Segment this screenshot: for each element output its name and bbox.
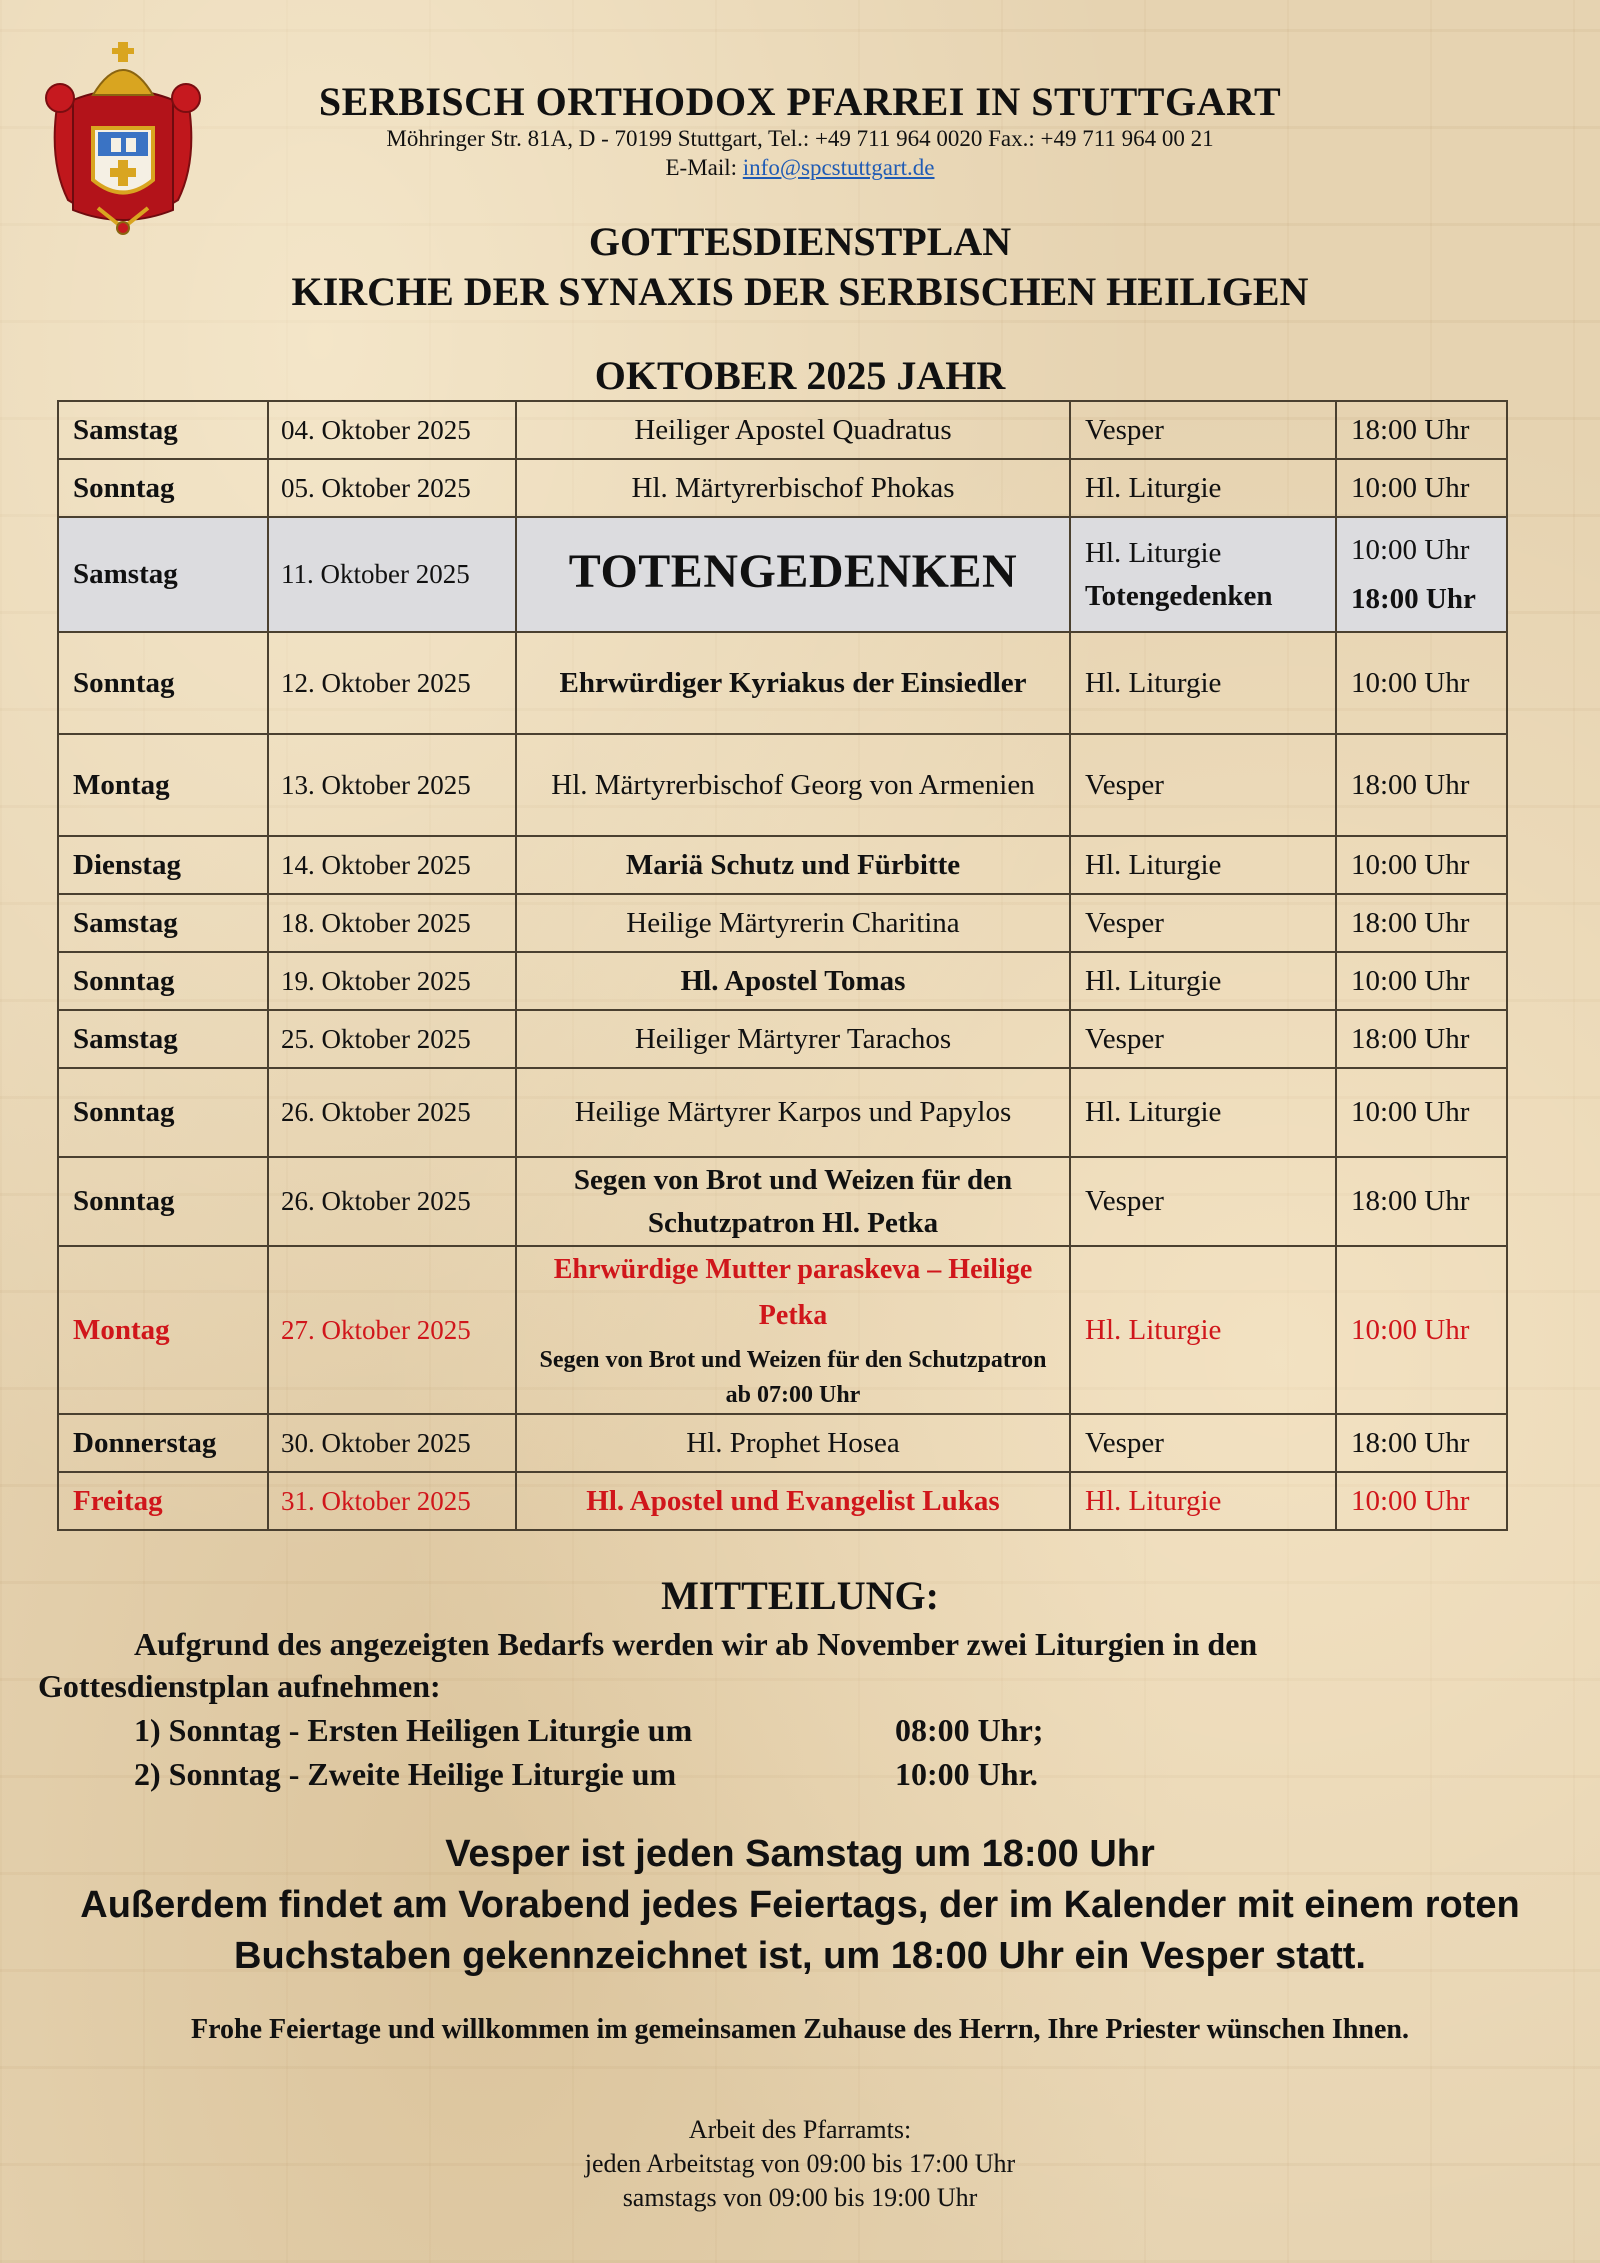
event-cell: Mariä Schutz und Fürbitte xyxy=(516,836,1070,894)
table-row-feast xyxy=(58,1246,1507,1414)
table-row xyxy=(58,632,1507,734)
time-cell: 10:00 Uhr xyxy=(1336,1472,1507,1530)
event-cell: Ehrwürdiger Kyriakus der Einsiedler xyxy=(516,632,1070,734)
day-cell: Samstag xyxy=(58,894,268,952)
time-cell: 10:00 Uhr xyxy=(1336,1068,1507,1157)
time-cell: 18:00 Uhr xyxy=(1336,1157,1507,1246)
time-cell: 10:00 Uhr xyxy=(1336,632,1507,734)
office-hours-title: Arbeit des Pfarramts: xyxy=(688,2115,912,2144)
event-title: Ehrwürdige Mutter paraskeva – Heilige Petka xyxy=(553,1254,1033,1331)
event-title-large: TOTENGEDENKEN xyxy=(568,544,1018,598)
service-cell: Vesper xyxy=(1070,401,1336,459)
date-cell: 27. Oktober 2025 xyxy=(268,1246,516,1414)
day-cell: Sonntag xyxy=(58,632,268,734)
table-row xyxy=(58,1157,1507,1246)
date-cell: 11. Oktober 2025 xyxy=(268,517,516,632)
date-cell: 26. Oktober 2025 xyxy=(268,1157,516,1246)
table-row xyxy=(58,1068,1507,1157)
time-cell: 10:00 Uhr xyxy=(1336,836,1507,894)
time-cell: 18:00 Uhr xyxy=(1336,401,1507,459)
vesper-info: Vesper ist jeden Samstag um 18:00 Uhr xyxy=(445,1833,1155,1875)
time-cell: 10:00 Uhr xyxy=(1336,952,1507,1010)
church-name: KIRCHE DER SYNAXIS DER SERBISCHEN HEILIGEN xyxy=(291,269,1309,314)
event-cell: Segen von Brot und Weizen für den Schutzpatron Hl. Petka xyxy=(516,1157,1070,1246)
table-row-feast xyxy=(58,1472,1507,1530)
service-cell xyxy=(1070,517,1336,632)
notice-item: 1) Sonntag - Ersten Heiligen Liturgie um xyxy=(134,1712,693,1748)
table-row-highlighted xyxy=(58,517,1507,632)
table-row xyxy=(58,734,1507,836)
service-cell: Hl. Liturgie xyxy=(1070,1068,1336,1157)
day-cell: Sonntag xyxy=(58,952,268,1010)
table-row xyxy=(58,836,1507,894)
table-row xyxy=(58,894,1507,952)
event-cell: Hl. Apostel Tomas xyxy=(516,952,1070,1010)
table-row xyxy=(58,459,1507,517)
date-cell: 13. Oktober 2025 xyxy=(268,734,516,836)
event-cell: Heiliger Apostel Quadratus xyxy=(516,401,1070,459)
parish-email-line xyxy=(200,155,1400,181)
notice-item: 2) Sonntag - Zweite Heilige Liturgie um xyxy=(134,1756,677,1792)
time-cell: 18:00 Uhr xyxy=(1336,894,1507,952)
notice-item-time: 08:00 Uhr; xyxy=(895,1712,1044,1748)
service-cell: Hl. Liturgie xyxy=(1070,836,1336,894)
day-cell: Freitag xyxy=(58,1472,268,1530)
service-cell: Vesper xyxy=(1070,1414,1336,1472)
event-cell: Heilige Märtyrerin Charitina xyxy=(516,894,1070,952)
event-cell: Hl. Märtyrerbischof Phokas xyxy=(516,459,1070,517)
service-cell: Vesper xyxy=(1070,734,1336,836)
month-title: OKTOBER 2025 JAHR xyxy=(594,353,1006,398)
vesper-info: Buchstaben gekennzeichnet ist, um 18:00 Uhr ein Vesper statt. xyxy=(234,1935,1366,1977)
time-cell: 18:00 Uhr xyxy=(1336,734,1507,836)
office-hours-line: samstags von 09:00 bis 19:00 Uhr xyxy=(622,2183,978,2212)
time-cell: 18:00 Uhr xyxy=(1336,1414,1507,1472)
day-cell: Samstag xyxy=(58,401,268,459)
day-cell: Samstag xyxy=(58,1010,268,1068)
time-cell: 10:00 Uhr xyxy=(1336,459,1507,517)
notice-item-time: 10:00 Uhr. xyxy=(895,1756,1038,1792)
day-cell: Montag xyxy=(58,1246,268,1414)
table-row xyxy=(58,952,1507,1010)
time-cell xyxy=(1336,517,1507,632)
service-cell: Vesper xyxy=(1070,1157,1336,1246)
table-row xyxy=(58,1010,1507,1068)
date-cell: 26. Oktober 2025 xyxy=(268,1068,516,1157)
date-cell: 25. Oktober 2025 xyxy=(268,1010,516,1068)
day-cell: Sonntag xyxy=(58,1068,268,1157)
time-line-2: 18:00 Uhr xyxy=(1351,582,1476,615)
parish-address: Möhringer Str. 81A, D - 70199 Stuttgart, Tel.: +49 711 964 0020 Fax.: +49 711 964 00 21 xyxy=(386,126,1214,151)
time-cell: 18:00 Uhr xyxy=(1336,1010,1507,1068)
service-cell: Hl. Liturgie xyxy=(1070,952,1336,1010)
event-cell: Hl. Märtyrerbischof Georg von Armenien xyxy=(516,734,1070,836)
day-cell: Samstag xyxy=(58,517,268,632)
day-cell: Donnerstag xyxy=(58,1414,268,1472)
service-line-2: Totengedenken xyxy=(1085,579,1273,612)
email-label: E-Mail: xyxy=(665,155,743,180)
date-cell: 30. Oktober 2025 xyxy=(268,1414,516,1472)
day-cell: Dienstag xyxy=(58,836,268,894)
greeting: Frohe Feiertage und willkommen im gemeinsamen Zuhause des Herrn, Ihre Priester wünschen Ihnen. xyxy=(191,2014,1409,2045)
service-cell: Vesper xyxy=(1070,894,1336,952)
event-cell xyxy=(516,517,1070,632)
page-title: GOTTESDIENSTPLAN xyxy=(588,219,1012,264)
table-row xyxy=(58,1414,1507,1472)
notice-text: Gottesdienstplan aufnehmen: xyxy=(38,1668,441,1704)
time-cell: 10:00 Uhr xyxy=(1336,1246,1507,1414)
church-crest-icon xyxy=(38,40,208,240)
email-link[interactable]: info@spcstuttgart.de xyxy=(742,155,935,180)
date-cell: 04. Oktober 2025 xyxy=(268,401,516,459)
day-cell: Sonntag xyxy=(58,1157,268,1246)
date-cell: 12. Oktober 2025 xyxy=(268,632,516,734)
service-cell: Hl. Liturgie xyxy=(1070,632,1336,734)
event-cell: Hl. Apostel und Evangelist Lukas xyxy=(516,1472,1070,1530)
day-cell: Montag xyxy=(58,734,268,836)
date-cell: 05. Oktober 2025 xyxy=(268,459,516,517)
event-cell: Hl. Prophet Hosea xyxy=(516,1414,1070,1472)
parish-name: SERBISCH ORTHODOX PFARREI IN STUTTGART xyxy=(318,79,1282,124)
notice-text: Aufgrund des angezeigten Bedarfs werden wir ab November zwei Liturgien in den xyxy=(134,1626,1258,1662)
service-cell: Hl. Liturgie xyxy=(1070,1472,1336,1530)
service-cell: Vesper xyxy=(1070,1010,1336,1068)
office-hours-line: jeden Arbeitstag von 09:00 bis 17:00 Uhr xyxy=(584,2149,1016,2178)
service-line: Hl. Liturgie xyxy=(1085,536,1222,569)
event-cell xyxy=(516,1246,1070,1414)
date-cell: 18. Oktober 2025 xyxy=(268,894,516,952)
table-row xyxy=(58,401,1507,459)
time-line: 10:00 Uhr xyxy=(1351,533,1470,566)
event-cell: Heilige Märtyrer Karpos und Papylos xyxy=(516,1068,1070,1157)
vesper-info: Außerdem findet am Vorabend jedes Feiertags, der im Kalender mit einem roten xyxy=(80,1884,1520,1926)
service-cell: Hl. Liturgie xyxy=(1070,1246,1336,1414)
date-cell: 14. Oktober 2025 xyxy=(268,836,516,894)
date-cell: 19. Oktober 2025 xyxy=(268,952,516,1010)
service-schedule-table xyxy=(57,400,1508,1531)
notice-title: MITTEILUNG: xyxy=(661,1573,939,1618)
day-cell: Sonntag xyxy=(58,459,268,517)
date-cell: 31. Oktober 2025 xyxy=(268,1472,516,1530)
service-cell: Hl. Liturgie xyxy=(1070,459,1336,517)
event-cell: Heiliger Märtyrer Tarachos xyxy=(516,1010,1070,1068)
event-note: Segen von Brot und Weizen für den Schutzpatron ab 07:00 Uhr xyxy=(539,1347,1047,1408)
